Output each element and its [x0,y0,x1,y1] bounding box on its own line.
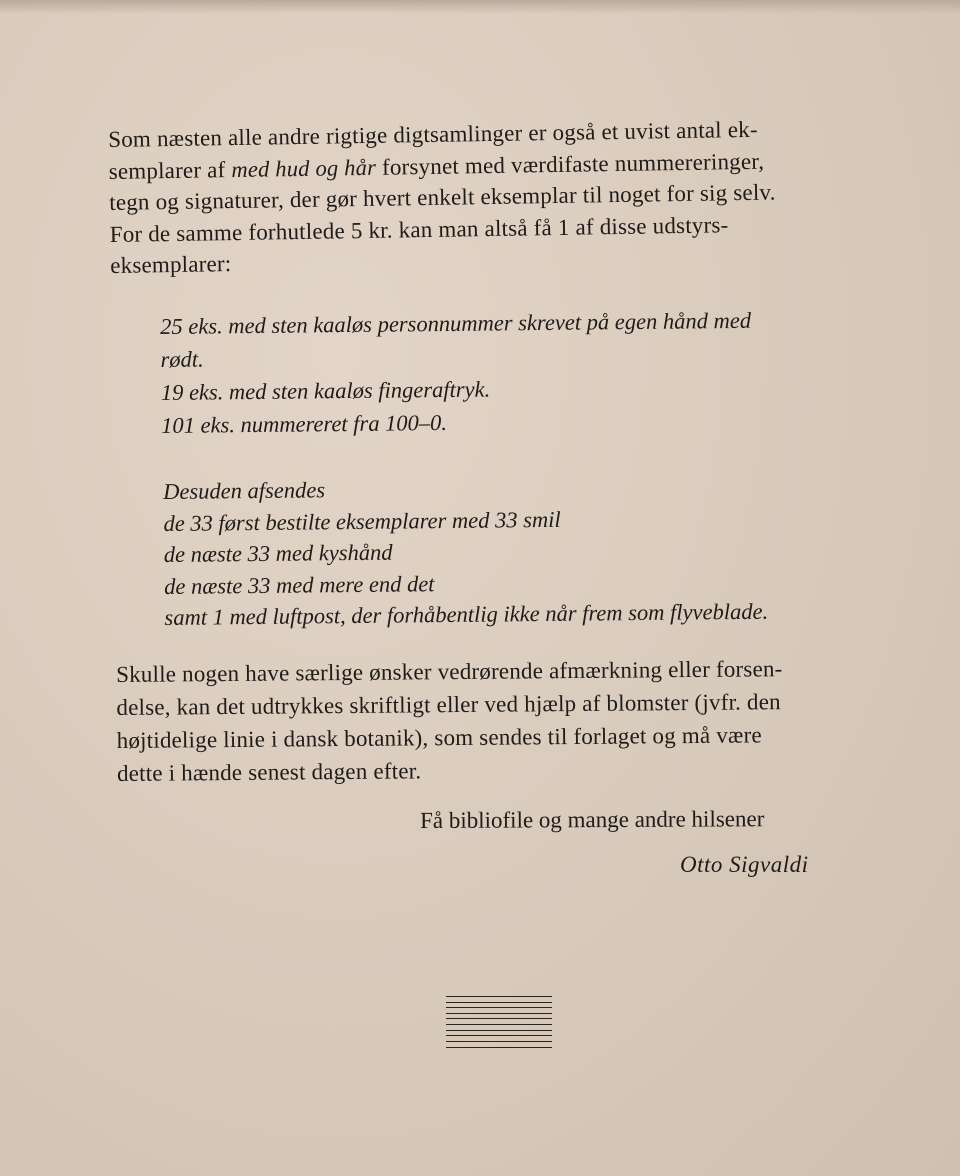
edition-line: 101 eks. nummereret fra 100–0. [161,410,448,438]
ornament-lines-icon [446,996,552,1048]
edition-line: 19 eks. med sten kaaløs fingeraftryk. [160,376,491,405]
dispatch-list [163,470,768,634]
edition-line: 25 eks. med sten kaaløs personnummer skrevet på egen hånd med [160,307,752,339]
closing-line: Skulle nogen have særlige ønsker vedrørende afmærkning eller forsen- [116,656,783,687]
dispatch-line: samt 1 med luftpost, der forhåbentlig ikke når frem som flyveblade. [164,598,769,630]
closing-line: dette i hænde senest dagen efter. [116,758,422,786]
edition-line: rødt. [160,346,204,372]
intro-line: tegn og signaturer, der gør hvert enkelt eksemplar til noget for sig selv. [109,179,776,215]
dispatch-line: de næste 33 med kyshånd [163,539,393,567]
closing-line: delse, kan det udtrykkes skriftligt eller ved hjælp af blomster (jvfr. den [116,689,781,720]
dispatch-line: de næste 33 med mere end det [164,570,435,599]
editions-list [160,304,752,442]
intro-text: forsynet med værdifaste nummereringer, [375,148,765,180]
intro-text: semplarer af [108,156,232,184]
dispatch-line: Desuden afsendes [163,477,326,504]
closing-paragraph [116,652,783,790]
intro-line: eksemplarer: [110,251,232,278]
book-title: med hud og hår [231,154,377,182]
closing-line: højtidelige linie i dansk botanik), som sendes til forlaget og må være [116,722,762,753]
page-top-edge [0,0,960,14]
intro-line: Som næsten alle andre rigtige digtsamlinger er også et uvist antal ek- [108,116,758,152]
greeting: Få bibliofile og mange andre hilsener [420,806,765,833]
intro-line: For de samme forhutlede 5 kr. kan man altså få 1 af disse udstyrs- [109,211,729,247]
intro-paragraph [108,114,777,282]
signature: Otto Sigvaldi [680,852,809,877]
dispatch-line: de 33 først bestilte eksemplarer med 33 smil [163,506,561,536]
